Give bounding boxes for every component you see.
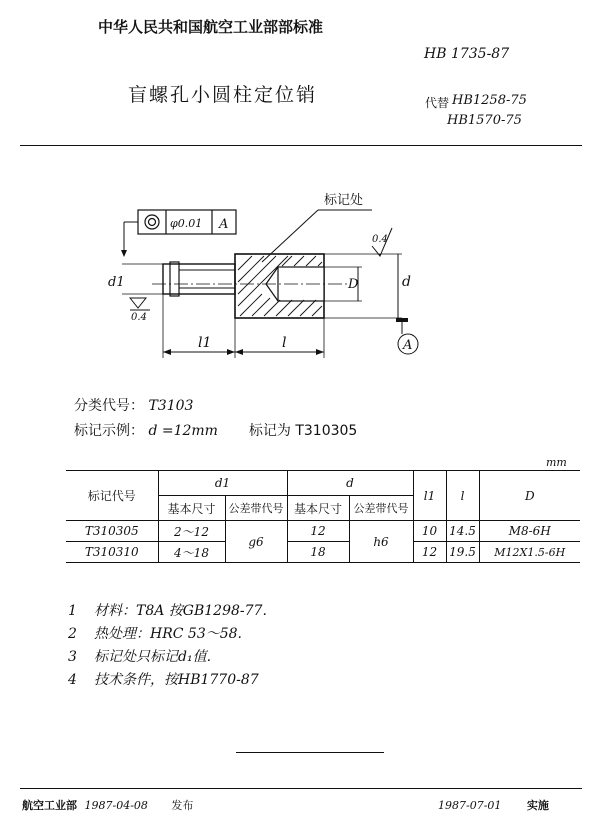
footer-rule <box>20 788 582 789</box>
marking-example-value: d =12mm <box>148 423 218 439</box>
row-l1: 12 <box>413 542 446 563</box>
footer-effective <box>438 797 549 813</box>
header-d-tolerance-code: 公差带代号 <box>349 496 413 521</box>
header-d: d <box>287 471 413 496</box>
marking-example-mark: 标记为 T310305 <box>248 423 358 439</box>
header-l: l <box>446 471 479 521</box>
row-D: M12X1.5-6H <box>479 542 580 563</box>
dim-d: d <box>402 274 411 290</box>
issue-label: 发布 <box>171 799 194 812</box>
note-item: 2 热处理：HRC 53～58. <box>68 626 242 642</box>
dim-D: D <box>348 277 359 292</box>
datum-circle-A: A <box>403 338 413 353</box>
issuer: 航空工业部 <box>22 799 77 812</box>
row-d: 12 <box>287 521 349 542</box>
marking-example-line <box>74 420 357 440</box>
table-row <box>66 521 580 542</box>
header-l1: l1 <box>413 471 446 521</box>
effective-label: 实施 <box>526 799 549 812</box>
note-item: 1 材料：T8A 按GB1298-77. <box>68 603 267 619</box>
d-tolerance: h6 <box>349 521 413 563</box>
row-D: M8-6H <box>479 521 580 542</box>
row-d1: 4～18 <box>158 542 225 563</box>
dim-l: l <box>282 335 287 351</box>
pin-shank <box>163 262 235 296</box>
dim-d1: d1 <box>108 275 125 290</box>
row-code: T310305 <box>66 521 158 542</box>
header-d1: d1 <box>158 471 287 496</box>
dim-l1: l1 <box>198 335 212 351</box>
roughness-left: 0.4 <box>131 312 147 323</box>
marking-example-label: 标记示例： <box>74 423 144 439</box>
note-item: 3 标记处只标记d₁值. <box>68 649 212 665</box>
classification-label: 分类代号： <box>74 398 144 414</box>
specification-table <box>66 470 580 563</box>
row-d1: 2～12 <box>158 521 225 542</box>
footer-issue <box>22 797 193 813</box>
header-mark-code: 标记代号 <box>66 471 158 521</box>
row-l: 19.5 <box>446 542 479 563</box>
note-item: 4 技术条件，按HB1770-87 <box>68 672 259 688</box>
row-l1: 10 <box>413 521 446 542</box>
issue-date: 1987-04-08 <box>84 799 148 812</box>
row-d: 18 <box>287 542 349 563</box>
row-l: 14.5 <box>446 521 479 542</box>
org-title: 中华人民共和国航空工业部部标准 <box>98 18 324 36</box>
header-D: D <box>479 471 580 521</box>
tolerance-value: φ0.01 <box>170 217 203 230</box>
replaces-standard-1-text: HB1258-75 <box>452 93 527 108</box>
header-rule <box>20 145 582 146</box>
d1-tolerance: g6 <box>225 521 287 563</box>
roughness-top: 0.4 <box>372 234 388 245</box>
replaces-standard-2: HB1570-75 <box>447 113 522 128</box>
table-row <box>66 542 580 563</box>
replaces-label: 代替 <box>425 96 450 110</box>
header-d-basic-size: 基本尺寸 <box>287 496 349 521</box>
table-unit: mm <box>546 456 567 469</box>
classification-line <box>74 395 193 415</box>
effective-date: 1987-07-01 <box>438 799 502 812</box>
tolerance-datum: A <box>219 217 229 232</box>
header-d1-tolerance-code: 公差带代号 <box>225 496 287 521</box>
header-d1-basic-size: 基本尺寸 <box>158 496 225 521</box>
pin-body <box>235 254 324 318</box>
notes-list <box>68 600 267 692</box>
row-code: T310310 <box>66 542 158 563</box>
document-title: 盲螺孔小圆柱定位销 <box>128 84 318 106</box>
standard-number: HB 1735-87 <box>424 46 510 62</box>
pin-drawing <box>0 170 600 380</box>
tolerance-frame <box>138 210 236 234</box>
end-rule <box>236 752 384 753</box>
classification-value: T3103 <box>148 398 194 414</box>
mark-location-label: 标记处 <box>324 193 364 208</box>
